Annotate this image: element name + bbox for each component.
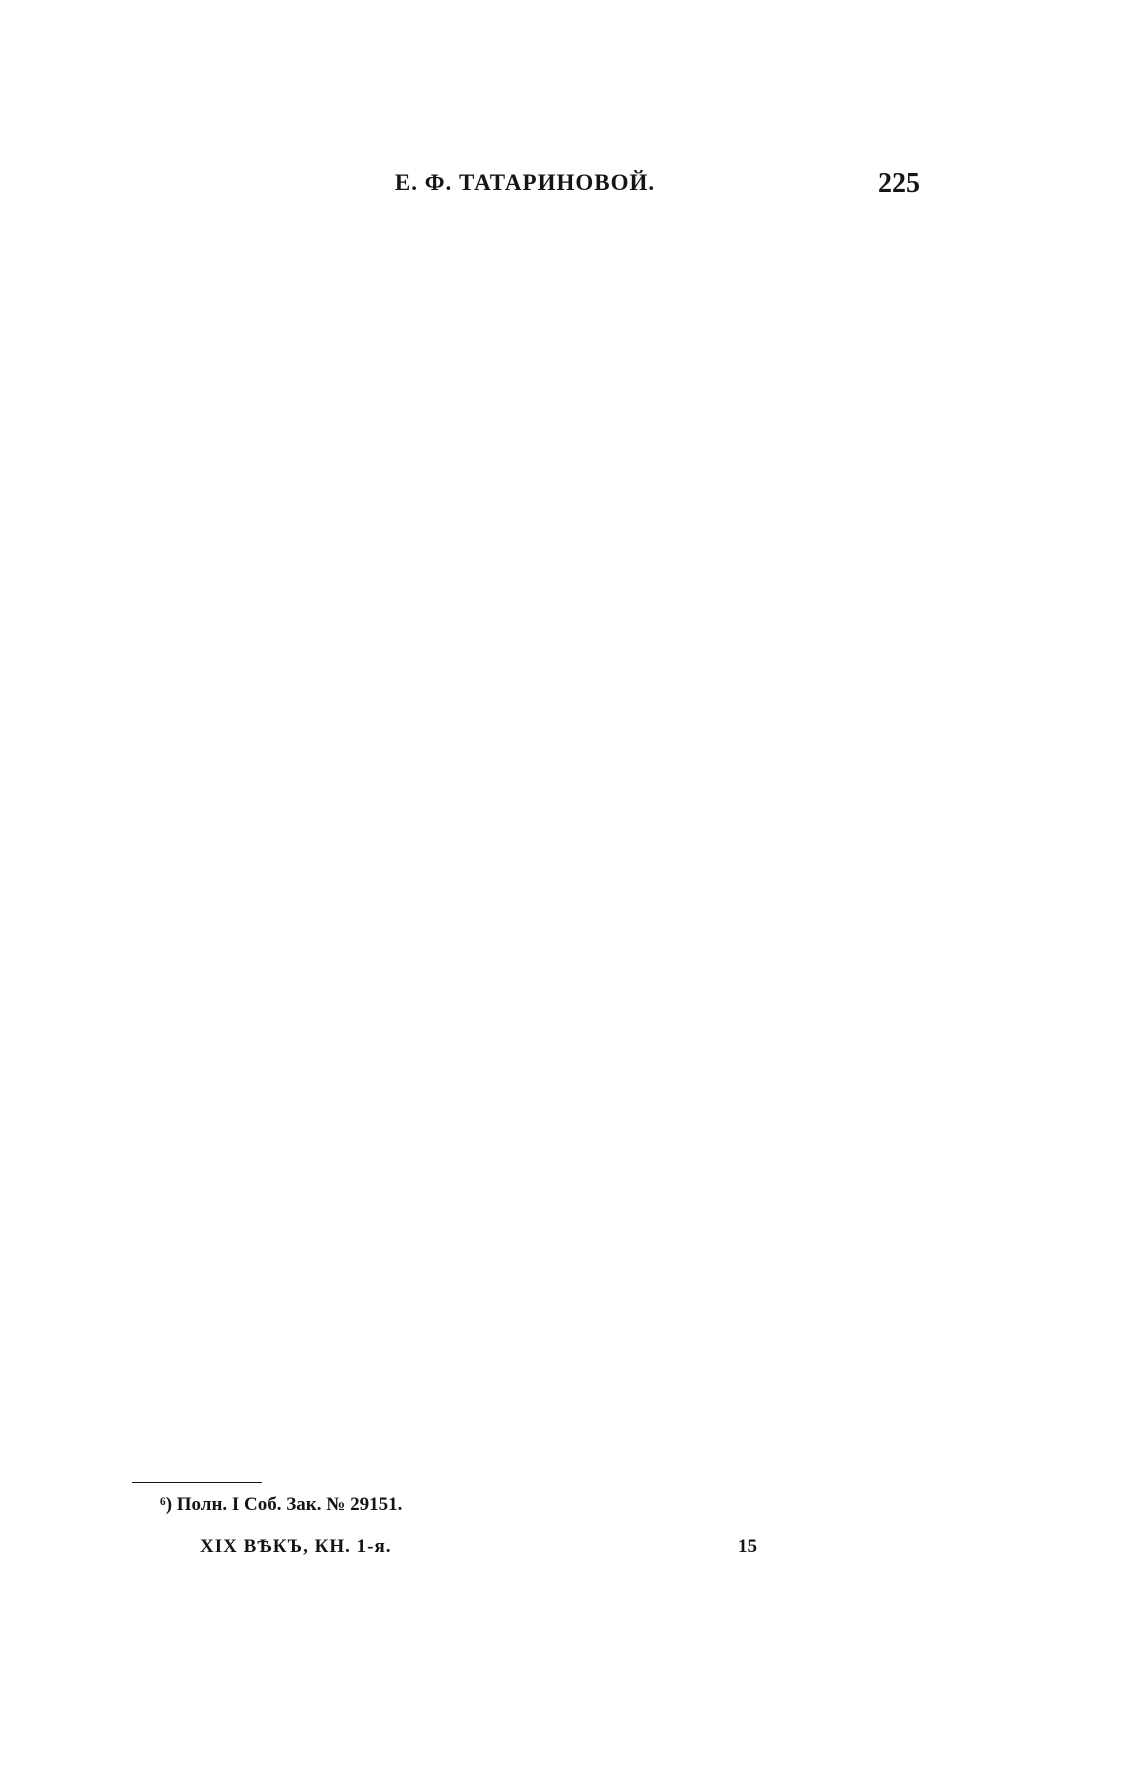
printer-signature: XIX ВѢКЪ, КН. 1-я. <box>200 1536 392 1557</box>
body-text <box>130 228 920 231</box>
page-number: 225 <box>878 168 920 199</box>
running-head: Е. Ф. ТАТАРИНОВОЙ. <box>394 170 656 195</box>
footnote: ⁶) Полн. I Соб. Зак. № 29151. <box>160 1494 403 1515</box>
signature-number: 15 <box>738 1536 757 1557</box>
page-header <box>130 170 920 210</box>
footnote-divider <box>132 1482 262 1483</box>
